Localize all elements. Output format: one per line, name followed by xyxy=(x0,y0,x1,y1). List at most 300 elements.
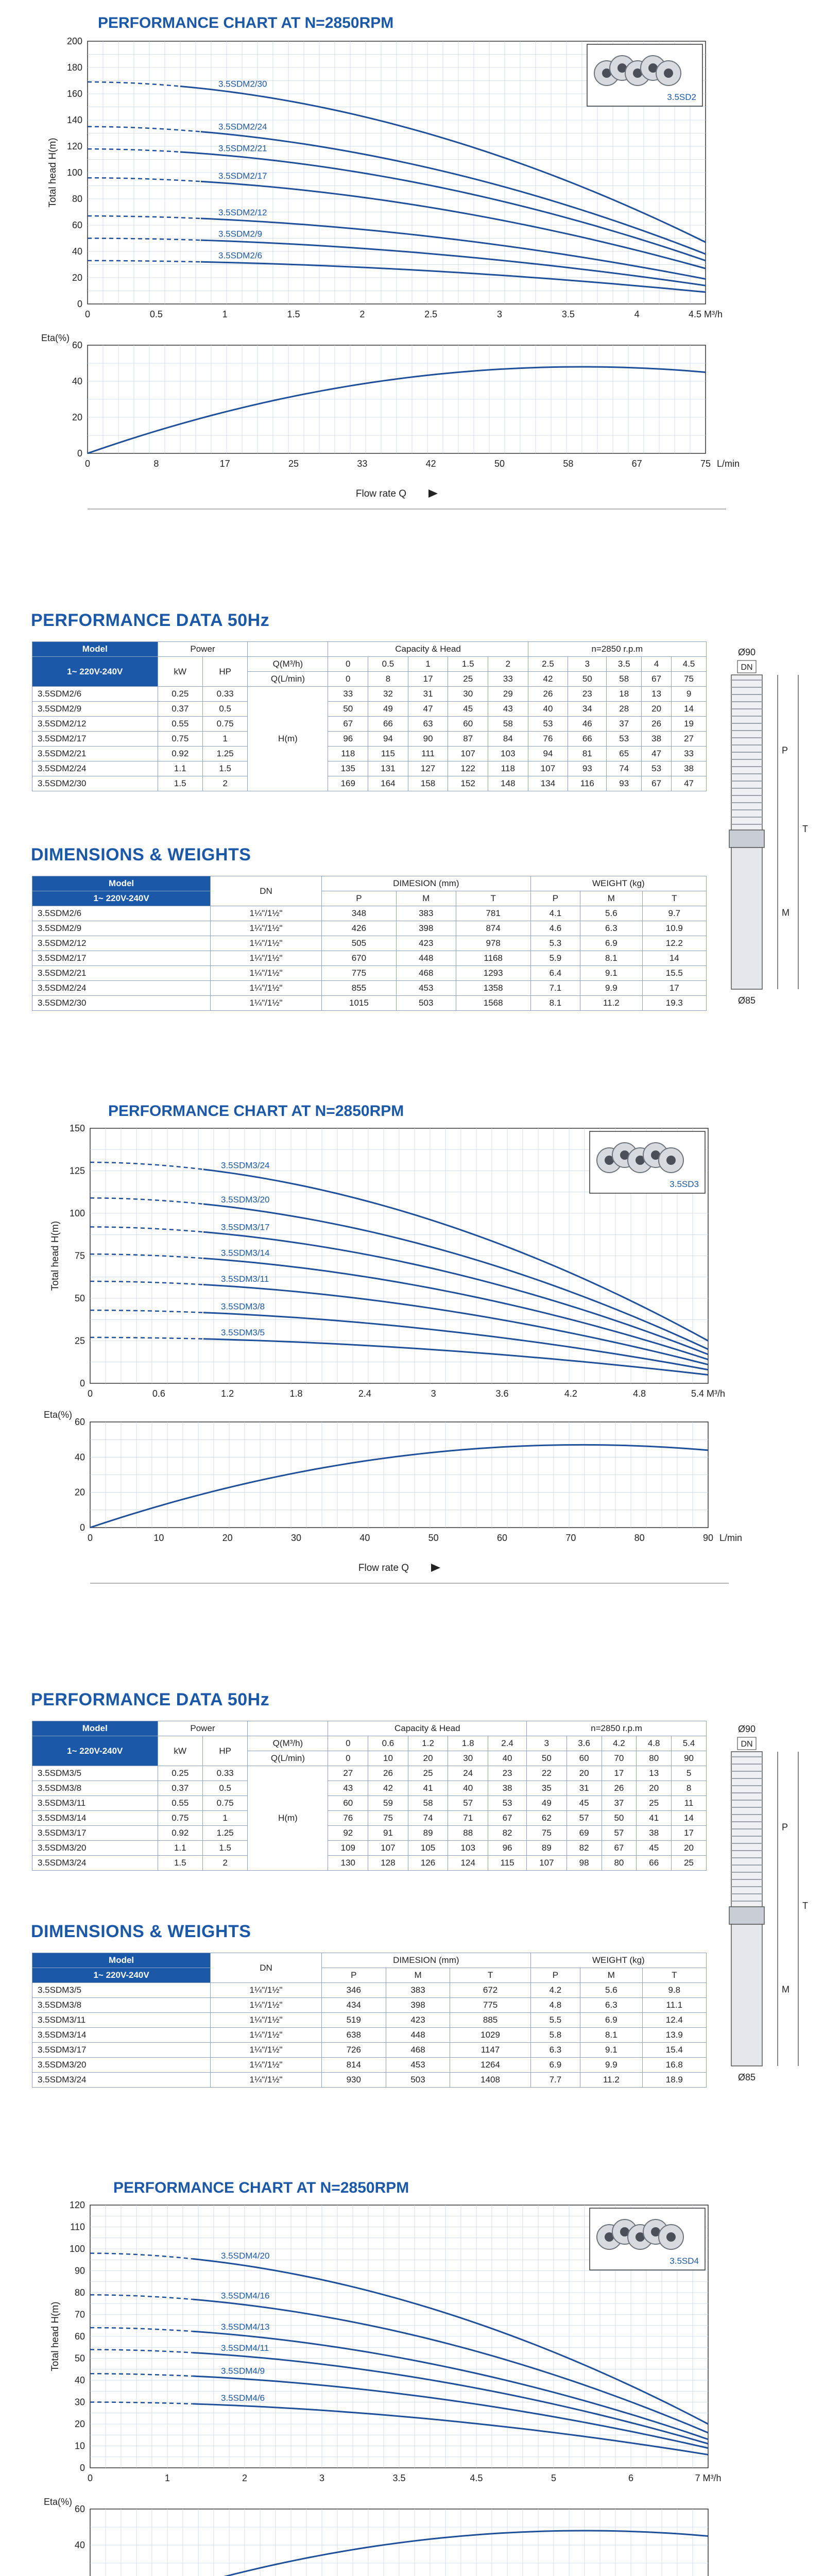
head-value: 20 xyxy=(637,1781,672,1796)
header-col: P xyxy=(530,1968,580,1983)
head-value: 126 xyxy=(408,1856,448,1871)
head-value: 8 xyxy=(672,1781,707,1796)
dim-value: 6.3 xyxy=(580,1998,643,2013)
y-tick-label: 25 xyxy=(74,1335,85,1346)
header-dn: DN xyxy=(211,1953,322,1983)
table-row xyxy=(32,1781,707,1796)
dn-cell: 1¼"/1½" xyxy=(211,1998,322,2013)
head-value: 124 xyxy=(448,1856,488,1871)
dim-value: 1408 xyxy=(450,2073,530,2088)
q-m3h-value: 0 xyxy=(328,1736,368,1751)
head-value: 128 xyxy=(368,1856,408,1871)
head-value: 169 xyxy=(328,776,368,791)
series-label: 3.5SDM3/17 xyxy=(221,1222,270,1232)
q-lmin-value: 50 xyxy=(527,1751,567,1766)
head-value: 116 xyxy=(568,776,607,791)
dim-value: 7.7 xyxy=(530,2073,580,2088)
header-kw: kW xyxy=(158,657,202,687)
dim-value: 6.9 xyxy=(580,936,643,951)
pump-drawing-2 xyxy=(716,1721,819,2092)
diameter-top-label: Ø90 xyxy=(737,1724,756,1734)
header-hm: H(m) xyxy=(248,1766,328,1871)
y-tick-label: 180 xyxy=(66,62,82,73)
kw-cell: 0.92 xyxy=(158,747,202,761)
model-cell: 3.5SDM2/12 xyxy=(32,717,158,732)
head-value: 118 xyxy=(328,747,368,761)
dim-value: 7.1 xyxy=(530,981,580,996)
model-cell: 3.5SDM3/20 xyxy=(32,2058,211,2073)
head-value: 80 xyxy=(602,1856,637,1871)
badge-label: 3.5SD3 xyxy=(670,1179,699,1189)
head-value: 69 xyxy=(566,1826,602,1841)
head-value: 148 xyxy=(488,776,528,791)
head-value: 47 xyxy=(642,747,672,761)
dim-value: 1293 xyxy=(456,966,530,981)
performance-chart-2 xyxy=(10,1123,778,1654)
y-tick-label: 90 xyxy=(74,2265,85,2276)
q-lmin-value: 60 xyxy=(566,1751,602,1766)
dim-value: 1168 xyxy=(456,951,530,966)
dim-value: 9.9 xyxy=(580,2058,643,2073)
head-value: 35 xyxy=(527,1781,567,1796)
q-m3h-value: 3 xyxy=(568,657,607,672)
dimension-p-label: P xyxy=(782,1822,788,1833)
dn-cell: 1¼"/1½" xyxy=(211,981,322,996)
y-axis-label: Total head H(m) xyxy=(50,2301,61,2371)
dim-value: 4.6 xyxy=(530,921,580,936)
head-value: 60 xyxy=(448,717,488,732)
kw-cell: 0.75 xyxy=(158,732,202,747)
model-cell: 3.5SDM3/8 xyxy=(32,1781,158,1796)
y-tick-label: 10 xyxy=(74,2441,85,2451)
head-value: 45 xyxy=(637,1841,672,1856)
head-value: 49 xyxy=(368,702,408,717)
head-value: 46 xyxy=(568,717,607,732)
y-tick-label: 200 xyxy=(66,36,82,46)
head-value: 65 xyxy=(607,747,642,761)
pump-drawing-1 xyxy=(716,644,819,1015)
dim-value: 1147 xyxy=(450,2043,530,2058)
q-lmin-value: 75 xyxy=(672,672,707,687)
dimension-t-label: T xyxy=(802,1901,808,1911)
model-cell: 3.5SDM2/6 xyxy=(32,906,211,921)
dim-value: 4.8 xyxy=(530,1998,580,2013)
dim-value: 9.1 xyxy=(580,966,643,981)
dim-value: 4.2 xyxy=(530,1983,580,1998)
header-voltage: 1~ 220V-240V xyxy=(32,891,211,906)
head-value: 50 xyxy=(328,702,368,717)
model-cell: 3.5SDM3/24 xyxy=(32,1856,158,1871)
head-value: 40 xyxy=(528,702,568,717)
badge-label: 3.5SD2 xyxy=(667,92,696,102)
lmin-tick-label: 90 xyxy=(702,1533,714,1543)
head-value: 5 xyxy=(672,1766,707,1781)
head-value: 47 xyxy=(408,702,448,717)
header-voltage: 1~ 220V-240V xyxy=(32,657,158,687)
dim-value: 15.5 xyxy=(642,966,706,981)
x-tick-label: 7 M³/h xyxy=(695,2473,722,2483)
x-tick-label: 5 xyxy=(551,2473,557,2483)
x-tick-label: 4.2 xyxy=(564,1388,577,1399)
y-tick-label: 50 xyxy=(74,2353,85,2364)
y-tick-label: 60 xyxy=(74,2331,85,2342)
series-label: 3.5SDM3/20 xyxy=(221,1194,270,1205)
model-cell: 3.5SDM2/17 xyxy=(32,951,211,966)
head-value: 111 xyxy=(408,747,448,761)
dims-title-1: DIMENSIONS & WEIGHTS xyxy=(31,845,251,865)
q-m3h-value: 5.4 xyxy=(672,1736,707,1751)
model-cell: 3.5SDM2/12 xyxy=(32,936,211,951)
q-m3h-value: 0.5 xyxy=(368,657,408,672)
head-value: 40 xyxy=(448,1781,488,1796)
dn-cell: 1¼"/1½" xyxy=(211,936,322,951)
head-value: 45 xyxy=(448,702,488,717)
y-tick-label: 125 xyxy=(69,1165,85,1176)
head-value: 107 xyxy=(528,761,568,776)
dims-title-2: DIMENSIONS & WEIGHTS xyxy=(31,1922,251,1941)
table-row xyxy=(32,1766,707,1781)
pump-inlet xyxy=(729,1907,764,1924)
lmin-tick-label: 40 xyxy=(359,1533,370,1543)
head-value: 66 xyxy=(637,1856,672,1871)
dim-value: 468 xyxy=(396,966,456,981)
head-value: 96 xyxy=(328,732,368,747)
dn-label: DN xyxy=(741,663,753,672)
q-lmin-value: 0 xyxy=(328,672,368,687)
lmin-tick-label: 0 xyxy=(87,1533,93,1543)
q-m3h-value: 2 xyxy=(488,657,528,672)
eta-axis-label: Eta(%) xyxy=(44,2497,73,2507)
header-voltage: 1~ 220V-240V xyxy=(32,1968,211,1983)
table-row xyxy=(32,1841,707,1856)
y-axis-label: Total head H(m) xyxy=(50,1221,61,1291)
dim-value: 398 xyxy=(396,921,456,936)
model-cell: 3.5SDM2/24 xyxy=(32,981,211,996)
model-cell: 3.5SDM2/24 xyxy=(32,761,158,776)
dim-value: 781 xyxy=(456,906,530,921)
performance-table-2 xyxy=(32,1721,707,1871)
model-cell: 3.5SDM2/21 xyxy=(32,747,158,761)
dim-value: 855 xyxy=(321,981,396,996)
head-value: 43 xyxy=(328,1781,368,1796)
model-cell: 3.5SDM3/14 xyxy=(32,1811,158,1826)
head-value: 93 xyxy=(568,761,607,776)
dim-value: 5.8 xyxy=(530,2028,580,2043)
eta-tick-label: 0 xyxy=(79,1522,85,1533)
q-lmin-value: 17 xyxy=(408,672,448,687)
head-value: 23 xyxy=(568,687,607,702)
y-tick-label: 0 xyxy=(77,299,82,309)
head-value: 89 xyxy=(408,1826,448,1841)
dn-cell: 1¼"/1½" xyxy=(211,1983,322,1998)
x-tick-label: 3.5 xyxy=(561,309,575,319)
table-row xyxy=(32,1998,707,2013)
model-cell: 3.5SDM2/9 xyxy=(32,702,158,717)
header-col: M xyxy=(580,891,643,906)
head-value: 74 xyxy=(408,1811,448,1826)
head-value: 76 xyxy=(528,732,568,747)
q-m3h-value: 1 xyxy=(408,657,448,672)
table-row xyxy=(32,732,707,747)
lmin-tick-label: 70 xyxy=(565,1533,576,1543)
head-value: 34 xyxy=(568,702,607,717)
lmin-tick-label: 50 xyxy=(494,459,505,469)
dn-cell: 1¼"/1½" xyxy=(211,2058,322,2073)
head-value: 57 xyxy=(566,1811,602,1826)
header-capacity: Capacity & Head xyxy=(328,1721,527,1736)
head-value: 23 xyxy=(488,1766,527,1781)
dim-value: 1029 xyxy=(450,2028,530,2043)
lmin-tick-label: 60 xyxy=(496,1533,508,1543)
dim-value: 1015 xyxy=(321,996,396,1011)
q-lmin-value: 58 xyxy=(607,672,642,687)
dim-value: 874 xyxy=(456,921,530,936)
head-value: 38 xyxy=(637,1826,672,1841)
header-hp: HP xyxy=(202,657,247,687)
eta-tick-label: 40 xyxy=(72,376,82,386)
lmin-tick-label: 8 xyxy=(153,459,159,469)
table-row xyxy=(32,761,707,776)
head-value: 134 xyxy=(528,776,568,791)
dim-value: 503 xyxy=(386,2073,450,2088)
header-hm: H(m) xyxy=(248,687,328,791)
motor-body xyxy=(731,1924,762,2066)
head-value: 57 xyxy=(602,1826,637,1841)
head-value: 17 xyxy=(602,1766,637,1781)
dim-value: 423 xyxy=(396,936,456,951)
head-value: 127 xyxy=(408,761,448,776)
dim-value: 11.2 xyxy=(580,2073,643,2088)
head-value: 58 xyxy=(488,717,528,732)
series-label: 3.5SDM3/14 xyxy=(221,1248,270,1258)
x-tick-label: 3.6 xyxy=(495,1388,509,1399)
q-m3h-value: 1.2 xyxy=(408,1736,448,1751)
kw-cell: 0.75 xyxy=(158,1811,202,1826)
head-value: 87 xyxy=(448,732,488,747)
x-tick-label: 3 xyxy=(496,309,503,319)
diameter-top-label: Ø90 xyxy=(737,647,756,657)
dim-value: 505 xyxy=(321,936,396,951)
q-lmin-value: 25 xyxy=(448,672,488,687)
dim-value: 726 xyxy=(321,2043,386,2058)
x-tick-label: 4.8 xyxy=(633,1388,646,1399)
eta-tick-label: 40 xyxy=(74,1452,85,1463)
hp-cell: 1 xyxy=(202,1811,247,1826)
head-value: 14 xyxy=(672,702,707,717)
header-model: Model xyxy=(32,642,158,657)
head-value: 20 xyxy=(642,702,672,717)
lmin-tick-label: 80 xyxy=(634,1533,645,1543)
x-tick-label: 3 xyxy=(319,2473,325,2483)
head-value: 94 xyxy=(528,747,568,761)
dimension-t-label: T xyxy=(802,824,808,834)
head-value: 20 xyxy=(566,1766,602,1781)
header-col: M xyxy=(580,1968,643,1983)
hp-cell: 0.33 xyxy=(202,1766,247,1781)
y-tick-label: 80 xyxy=(74,2287,85,2298)
dim-value: 468 xyxy=(386,2043,450,2058)
eta-tick-label: 0 xyxy=(77,448,82,459)
y-tick-label: 100 xyxy=(69,2244,85,2254)
y-tick-label: 70 xyxy=(74,2309,85,2320)
kw-cell: 0.92 xyxy=(158,1826,202,1841)
kw-cell: 0.25 xyxy=(158,687,202,702)
head-value: 96 xyxy=(488,1841,527,1856)
head-value: 62 xyxy=(527,1811,567,1826)
lmin-tick-label: 58 xyxy=(563,459,574,469)
head-value: 115 xyxy=(368,747,408,761)
head-value: 93 xyxy=(607,776,642,791)
hp-cell: 0.5 xyxy=(202,702,247,717)
lmin-tick-label: 0 xyxy=(84,459,91,469)
impeller-hub-icon xyxy=(666,1156,676,1165)
table-row xyxy=(32,687,707,702)
dim-value: 17 xyxy=(642,981,706,996)
kw-cell: 1.5 xyxy=(158,776,202,791)
dim-value: 670 xyxy=(321,951,396,966)
q-lmin-value: 10 xyxy=(368,1751,408,1766)
kw-cell: 0.37 xyxy=(158,1781,202,1796)
lmin-tick-label: 30 xyxy=(290,1533,302,1543)
head-value: 88 xyxy=(448,1826,488,1841)
dim-value: 885 xyxy=(450,2013,530,2028)
dim-value: 1264 xyxy=(450,2058,530,2073)
pump-body xyxy=(731,1752,762,1909)
dimension-m-label: M xyxy=(782,907,789,918)
head-value: 118 xyxy=(488,761,528,776)
head-value: 59 xyxy=(368,1796,408,1811)
dim-value: 18.9 xyxy=(642,2073,706,2088)
hp-cell: 0.5 xyxy=(202,1781,247,1796)
series-label: 3.5SDM2/9 xyxy=(218,229,263,239)
head-value: 17 xyxy=(672,1826,707,1841)
kw-cell: 1.5 xyxy=(158,1856,202,1871)
dim-value: 672 xyxy=(450,1983,530,1998)
model-cell: 3.5SDM3/14 xyxy=(32,2028,211,2043)
dimensions-table-1 xyxy=(32,876,707,1011)
head-value: 42 xyxy=(368,1781,408,1796)
hp-cell: 0.75 xyxy=(202,717,247,732)
kw-cell: 0.55 xyxy=(158,717,202,732)
header-col: M xyxy=(386,1968,450,1983)
eta-tick-label: 20 xyxy=(74,1487,85,1498)
head-value: 107 xyxy=(368,1841,408,1856)
head-value: 131 xyxy=(368,761,408,776)
head-value: 75 xyxy=(527,1826,567,1841)
head-value: 103 xyxy=(448,1841,488,1856)
head-value: 31 xyxy=(566,1781,602,1796)
model-cell: 3.5SDM3/24 xyxy=(32,2073,211,2088)
series-label: 3.5SDM4/13 xyxy=(221,2322,270,2332)
kw-cell: 1.1 xyxy=(158,761,202,776)
header-power: Power xyxy=(158,642,248,657)
head-value: 27 xyxy=(672,732,707,747)
perf-title-2: PERFORMANCE DATA 50Hz xyxy=(31,1690,270,1709)
model-cell: 3.5SDM2/21 xyxy=(32,966,211,981)
y-axis-label: Total head H(m) xyxy=(47,138,58,208)
lmin-unit: L/min xyxy=(717,459,740,469)
head-value: 135 xyxy=(328,761,368,776)
dim-value: 775 xyxy=(450,1998,530,2013)
model-cell: 3.5SDM3/17 xyxy=(32,2043,211,2058)
header-dimension: DIMESION (mm) xyxy=(321,1953,530,1968)
head-value: 67 xyxy=(488,1811,527,1826)
header-col: M xyxy=(396,891,456,906)
lmin-tick-label: 42 xyxy=(425,459,436,469)
dim-value: 9.9 xyxy=(580,981,643,996)
x-tick-label: 3 xyxy=(431,1388,436,1399)
header-q-lmin: Q(L/min) xyxy=(248,672,328,687)
dim-value: 1568 xyxy=(456,996,530,1011)
series-label: 3.5SDM2/21 xyxy=(218,143,267,154)
table-row xyxy=(32,996,707,1011)
dim-value: 5.6 xyxy=(580,906,643,921)
model-cell: 3.5SDM3/5 xyxy=(32,1983,211,1998)
head-value: 41 xyxy=(408,1781,448,1796)
chart-title-2: PERFORMANCE CHART AT N=2850RPM xyxy=(108,1103,404,1120)
hp-cell: 2 xyxy=(202,776,247,791)
q-lmin-value: 90 xyxy=(672,1751,707,1766)
dim-value: 814 xyxy=(321,2058,386,2073)
head-value: 67 xyxy=(328,717,368,732)
dim-value: 448 xyxy=(396,951,456,966)
head-value: 31 xyxy=(408,687,448,702)
header-col: T xyxy=(642,1968,706,1983)
head-value: 92 xyxy=(328,1826,368,1841)
header-q-m3h: Q(M³/h) xyxy=(248,1736,328,1751)
head-value: 25 xyxy=(672,1856,707,1871)
q-m3h-value: 3.5 xyxy=(607,657,642,672)
hp-cell: 1.25 xyxy=(202,1826,247,1841)
head-value: 13 xyxy=(637,1766,672,1781)
series-label: 3.5SDM4/6 xyxy=(221,2393,265,2403)
pump-inlet xyxy=(729,830,764,848)
q-m3h-value: 4.8 xyxy=(637,1736,672,1751)
q-m3h-value: 0 xyxy=(328,657,368,672)
dim-value: 16.8 xyxy=(642,2058,706,2073)
y-tick-label: 100 xyxy=(66,167,82,178)
product-badge xyxy=(590,2208,705,2270)
head-value: 76 xyxy=(328,1811,368,1826)
table-row xyxy=(32,981,707,996)
head-value: 43 xyxy=(488,702,528,717)
series-label: 3.5SDM4/20 xyxy=(221,2251,270,2261)
lmin-tick-label: 25 xyxy=(288,459,299,469)
table-row xyxy=(32,702,707,717)
dim-value: 12.4 xyxy=(642,2013,706,2028)
head-value: 84 xyxy=(488,732,528,747)
header-col: P xyxy=(321,1968,386,1983)
table-row xyxy=(32,906,707,921)
head-value: 82 xyxy=(566,1841,602,1856)
head-value: 91 xyxy=(368,1826,408,1841)
dim-value: 6.4 xyxy=(530,966,580,981)
dim-value: 11.1 xyxy=(642,1998,706,2013)
dim-value: 448 xyxy=(386,2028,450,2043)
head-value: 67 xyxy=(602,1841,637,1856)
x-tick-label: 4 xyxy=(634,309,640,319)
header-col: T xyxy=(642,891,706,906)
dim-value: 14 xyxy=(642,951,706,966)
dim-value: 9.7 xyxy=(642,906,706,921)
table-row xyxy=(32,717,707,732)
head-value: 38 xyxy=(642,732,672,747)
y-tick-label: 50 xyxy=(74,1293,85,1303)
dim-value: 5.9 xyxy=(530,951,580,966)
header-rpm: n=2850 r.p.m xyxy=(527,1721,707,1736)
model-cell: 3.5SDM3/17 xyxy=(32,1826,158,1841)
head-value: 28 xyxy=(607,702,642,717)
